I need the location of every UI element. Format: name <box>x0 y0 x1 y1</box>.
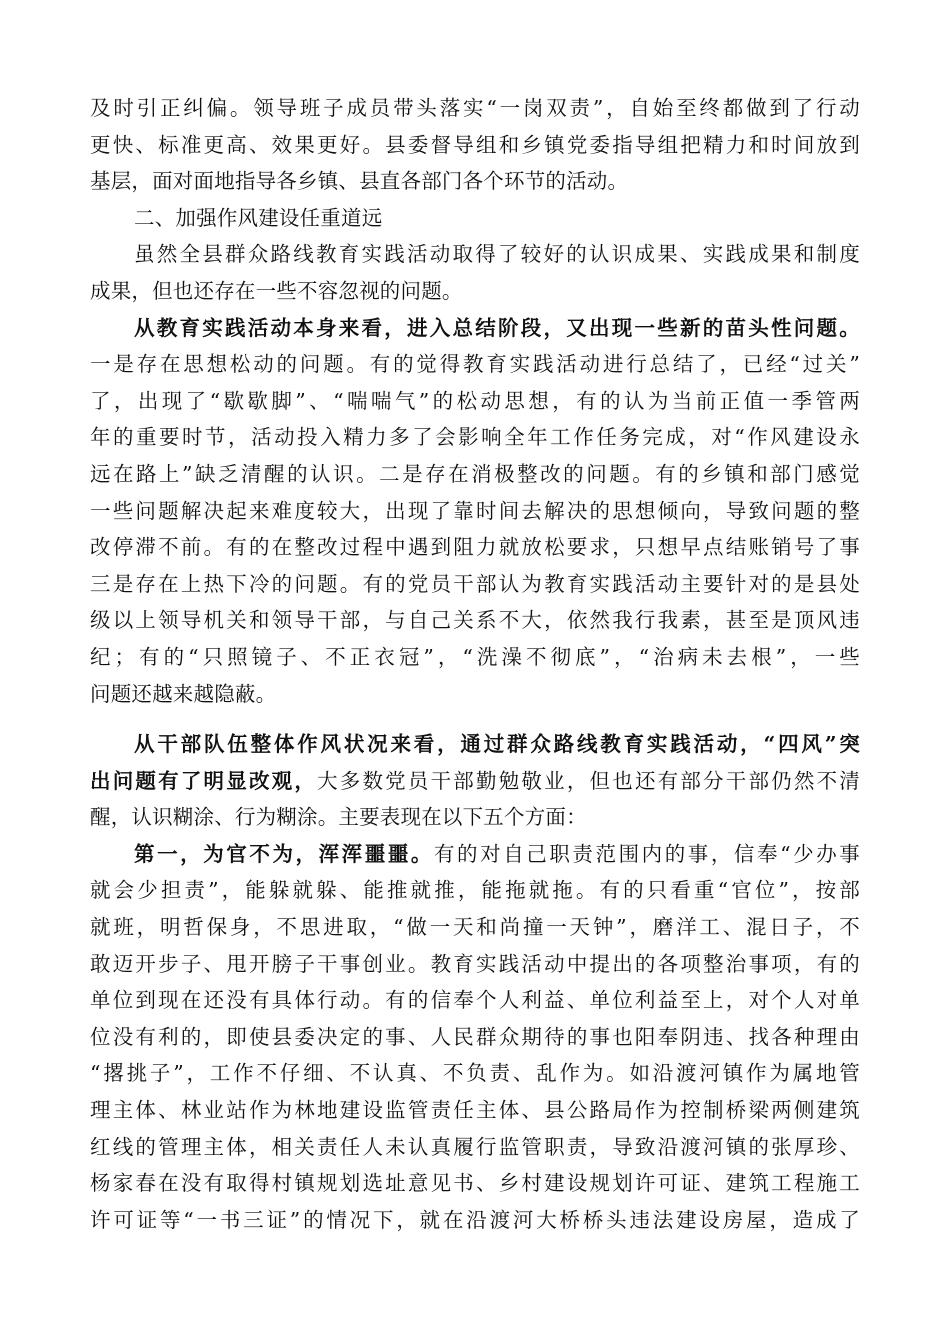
text-line: 醒，认识糊涂、行为糊涂。主要表现在以下五个方面： <box>90 805 587 830</box>
bold-lead-fragment: 第一，为官不为，浑浑噩噩。 <box>134 841 434 866</box>
text-line: 位没有利的，即使县委决定的事、人民群众期待的事也阳奉阴违、找各种理由 <box>90 1024 860 1049</box>
section-heading: 二、加强作风建设任重道远 <box>134 205 383 230</box>
text-line: 年的重要时节，活动投入精力多了会影响全年工作任务完成，对“作风建设永 <box>90 425 860 450</box>
text-line: 成果，但也还存在一些不容忽视的问题。 <box>90 278 463 303</box>
paragraph-gap <box>90 712 860 726</box>
text-line: 基层，面对面地指导各乡镇、县直各部门各个环节的活动。 <box>90 169 629 194</box>
bold-lead-fragment: 出问题有了明显改观， <box>90 768 318 793</box>
text-line: 级以上领导机关和领导干部，与自己关系不大，依然我行我素，甚至是顶风违 <box>90 608 860 633</box>
text-line: 虽然全县群众路线教育实践活动取得了较好的认识成果、实践成果和制度 <box>134 242 860 267</box>
text-line: 问题还越来越隐蔽。 <box>90 681 277 706</box>
text-line: 更快、标准更高、效果更好。县委督导组和乡镇党委指导组把精力和时间放到 <box>90 132 860 157</box>
text-line: 纪；有的“只照镜子、不正衣冠”，“洗澡不彻底”，“治病未去根”，一些 <box>90 644 860 669</box>
text-line: 一是存在思想松动的问题。有的觉得教育实践活动进行总结了，已经“过关” <box>90 352 860 377</box>
text-line: 敢迈开步子、甩开膀子干事创业。教育实践活动中提出的各项整治事项，有的 <box>90 951 860 976</box>
bold-lead-sentence: 从教育实践活动本身来看，进入总结阶段，又出现一些新的苗头性问题。 <box>134 315 860 340</box>
text-line: 一些问题解决起来难度较大，出现了靠时间去解决的思想倾向，导致问题的整 <box>90 498 860 523</box>
text-line: 就会少担责”，能躲就躲、能推就推，能拖就拖。有的只看重“官位”，按部 <box>90 878 860 903</box>
text-fragment: 有的对自己职责范围内的事，信奉“少办事 <box>433 841 860 866</box>
text-line: 及时引正纠偏。领导班子成员带头落实“一岗双责”，自始至终都做到了行动 <box>90 96 860 120</box>
text-line: 红线的管理主体，相关责任人未认真履行监管职责，导致沿渡河镇的张厚珍、 <box>90 1134 860 1159</box>
document-page <box>90 90 860 1238</box>
text-line: 理主体、林业站作为林地建设监管责任主体、县公路局作为控制桥梁两侧建筑 <box>90 1098 860 1123</box>
text-line: 远在路上”缺乏清醒的认识。二是存在消极整改的问题。有的乡镇和部门感觉 <box>90 461 860 486</box>
text-line: 改停滞不前。有的在整改过程中遇到阻力就放松要求，只想早点结账销号了事 <box>90 535 860 560</box>
text-line <box>90 836 860 873</box>
text-line: 单位到现在还没有具体行动。有的信奉个人利益、单位利益至上，对个人对单 <box>90 988 860 1013</box>
text-line: 了，出现了“歇歇脚”、“喘喘气”的松动思想，有的认为当前正值一季管两 <box>90 388 860 413</box>
text-fragment: 大多数党员干部勤勉敬业，但也还有部分干部仍然不清 <box>317 768 860 793</box>
text-line: 就班，明哲保身，不思进取，“做一天和尚撞一天钟”，磨洋工、混日子，不 <box>90 915 860 940</box>
text-line: 杨家春在没有取得村镇规划选址意见书、乡村建设规划许可证、建筑工程施工 <box>90 1171 860 1196</box>
text-line: 许可证等“一书三证”的情况下，就在沿渡河大桥桥头违法建设房屋，造成了 <box>90 1207 860 1232</box>
text-line <box>90 763 860 800</box>
bold-lead-sentence: 从干部队伍整体作风状况来看，通过群众路线教育实践活动，“四风”突 <box>134 732 860 757</box>
text-line: “撂挑子”，工作不仔细、不认真、不负责、乱作为。如沿渡河镇作为属地管 <box>90 1061 860 1086</box>
text-line: 三是存在上热下冷的问题。有的党员干部认为教育实践活动主要针对的是县处 <box>90 571 860 596</box>
